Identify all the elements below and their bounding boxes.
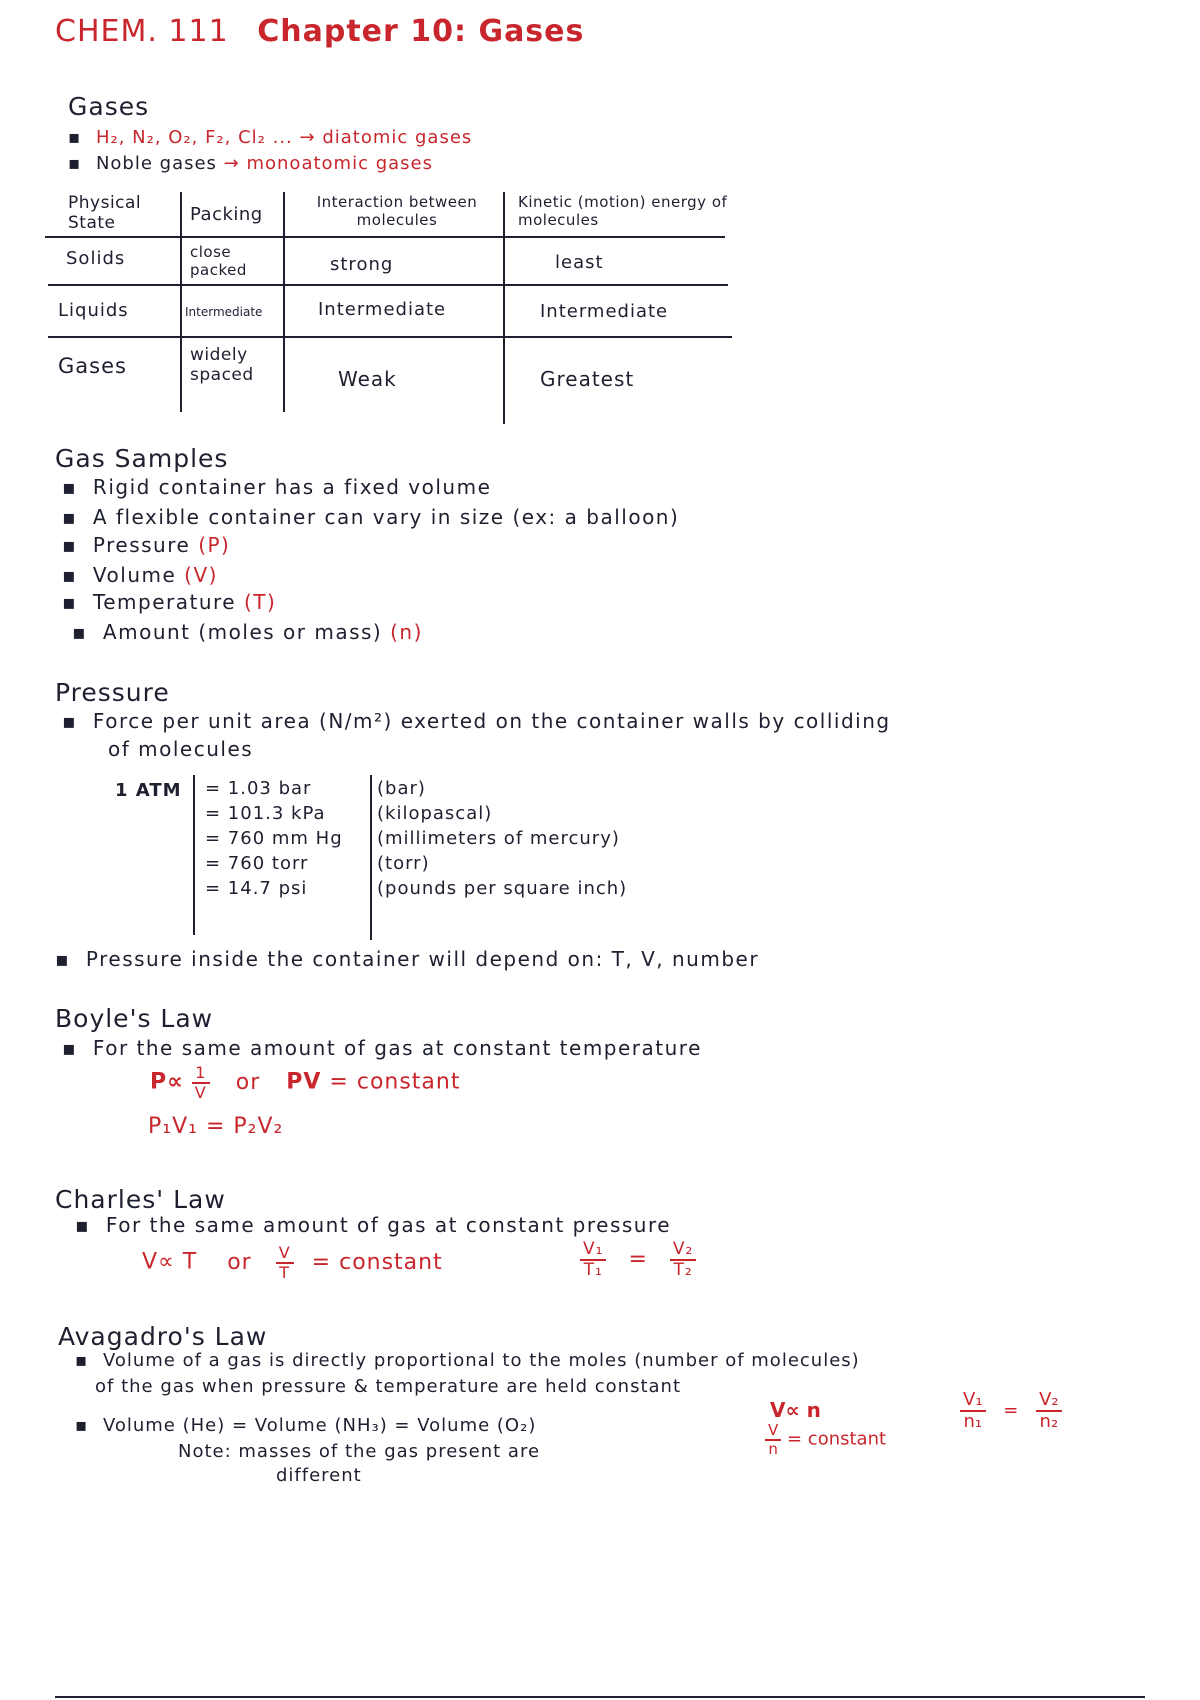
avogadro-note-line1: Note: masses of the gas present are [178,1441,541,1462]
boyle-prop-lhs: P∝ [150,1069,184,1095]
gases-heading: Gases [68,92,150,121]
table-rule-row2 [48,336,732,338]
avogadro-bullet-2-text: Volume (He) = Volume (NH₃) = Volume (O₂) [102,1415,537,1436]
conversion-unit: (kilopascal) [377,803,493,824]
atm-label: 1 ATM [115,780,182,801]
list-item-text: Volume [92,563,177,587]
table-header-packing: Packing [190,204,263,225]
charles-v1: V₁ [580,1240,606,1261]
table-cell-gases-kinetic: Greatest [540,367,635,391]
chapter-title: Chapter 10: Gases [257,14,585,49]
diatomic-label: → diatomic gases [299,127,473,148]
pressure-depend [55,947,759,971]
charles-bullet [75,1213,671,1237]
avogadro-bullet-1 [75,1350,860,1371]
charles-bullet-text: For the same amount of gas at constant pressure [105,1213,672,1237]
table-cell-solids-kinetic: least [555,252,604,273]
conversion-value: = 760 mm Hg [205,828,343,849]
list-item-text: A flexible container can vary in size (ex: a balloon) [92,505,680,529]
charles-v2: V₂ [670,1240,696,1261]
conversion-unit: (pounds per square inch) [377,878,628,899]
diatomic-formulas: H₂, N₂, O₂, F₂, Cl₂ ... [95,127,293,148]
table-cell-solids-packing: close packed [190,243,247,279]
charles-frac-den: T [279,1262,291,1282]
avogadro-bullet-1-text: Volume of a gas is directly proportional to the moles (number of molecules) [102,1350,860,1371]
pressure-definition-line2: of molecules [108,737,254,761]
pressure-definition-line1: Force per unit area (N/m²) exerted on the container walls by colliding [92,709,891,733]
atm-divider-1 [193,775,195,935]
boyle-or: or [235,1069,261,1095]
charles-relation [580,1240,696,1279]
charles-or: or [227,1249,252,1275]
pressure-depend-text: Pressure inside the container will depend on: T, V, number [85,947,760,971]
avogadro-note-line2: different [276,1465,362,1486]
list-item [62,475,491,499]
charles-proportionality [142,1244,443,1281]
gas-samples-heading: Gas Samples [55,444,229,473]
table-cell-solids: Solids [66,248,126,269]
conversion-unit: (millimeters of mercury) [377,828,620,849]
page-bottom-rule [55,1696,1145,1698]
charles-frac-right [670,1240,696,1279]
avogadro-frac-num: V [765,1422,781,1441]
symbol-temperature: (T) [243,590,277,614]
charles-equals: = [628,1246,648,1272]
boyle-inverse-fraction [192,1064,210,1101]
table-col-divider-1 [180,192,182,412]
table-cell-gases: Gases [58,354,127,378]
symbol-pressure: (P) [198,533,231,557]
table-col-divider-2 [283,192,285,412]
conversion-value: = 14.7 psi [205,878,308,899]
charles-prop: V∝ T [142,1249,198,1275]
table-cell-liquids: Liquids [58,300,129,321]
symbol-amount: (n) [390,620,423,644]
table-rule-row1 [48,284,728,286]
avogadro-frac-den: n [768,1439,778,1458]
avogadro-v2: V₂ [1036,1390,1062,1412]
boyle-pv: PV [286,1069,322,1095]
table-rule-header [45,236,725,238]
symbol-volume: (V) [184,563,218,587]
list-item-text: Pressure [92,533,191,557]
avogadro-heading: Avagadro's Law [58,1322,268,1351]
boyle-frac-den: V [194,1082,207,1102]
avogadro-fraction [765,1422,781,1457]
avogadro-bullet-2 [75,1415,536,1436]
list-item [62,505,679,529]
list-item [72,620,423,644]
list-item-text: Rigid container has a fixed volume [92,475,492,499]
pressure-heading: Pressure [55,678,170,707]
charles-constant: = constant [311,1249,443,1275]
charles-t1: T₁ [583,1259,603,1280]
avogadro-equals: = [1003,1399,1019,1421]
list-item [62,563,218,587]
page-title [55,14,584,49]
avogadro-bullet-1-line2: of the gas when pressure & temperature are held constant [95,1376,682,1397]
conversion-unit: (bar) [377,778,426,799]
table-col-divider-3 [503,192,505,424]
atm-divider-2 [370,775,372,940]
gases-bullet-diatomic [68,127,472,148]
monoatomic-label: → monoatomic gases [223,153,433,174]
boyle-heading: Boyle's Law [55,1004,214,1033]
table-cell-liquids-interaction: Intermediate [318,299,447,320]
conversion-unit: (torr) [377,853,430,874]
avogadro-prop: V∝ n [770,1398,821,1422]
avogadro-frac-left [960,1390,986,1432]
boyle-relation: P₁V₁ = P₂V₂ [148,1114,284,1139]
charles-fraction [276,1244,294,1281]
list-item-text: Amount (moles or mass) [102,620,383,644]
pressure-definition [62,709,891,733]
charles-frac-left [580,1240,606,1279]
table-cell-liquids-kinetic: Intermediate [540,301,669,322]
boyle-bullet-text: For the same amount of gas at constant temperature [92,1036,702,1060]
charles-heading: Charles' Law [55,1185,226,1214]
course-code: CHEM. 111 [55,14,229,49]
table-cell-gases-interaction: Weak [338,367,397,391]
avogadro-frac-right [1036,1390,1062,1432]
conversion-value: = 760 torr [205,853,309,874]
noble-gases-text: Noble gases [95,153,217,174]
boyle-frac-num: 1 [192,1064,210,1084]
gases-bullet-noble [68,153,433,174]
table-cell-gases-packing: widely spaced [190,345,254,385]
avogadro-n1: n₁ [963,1410,983,1432]
table-header-state: Physical State [68,193,142,233]
avogadro-constant: = constant [787,1428,887,1450]
avogadro-v1: V₁ [960,1390,986,1412]
list-item-text: Temperature [92,590,237,614]
table-cell-solids-interaction: strong [330,254,394,275]
avogadro-n2: n₂ [1039,1410,1059,1432]
charles-frac-num: V [276,1244,294,1264]
avogadro-relation [960,1390,1062,1432]
list-item [62,590,276,614]
charles-t2: T₂ [673,1259,693,1280]
list-item [62,533,230,557]
conversion-value: = 101.3 kPa [205,803,326,824]
boyle-constant: = constant [329,1069,461,1095]
table-header-interaction: Interaction between molecules [316,193,478,229]
table-header-kinetic: Kinetic (motion) energy of molecules [518,193,728,229]
conversion-value: = 1.03 bar [205,778,312,799]
boyle-proportionality [150,1064,461,1101]
avogadro-ratio [765,1422,886,1457]
table-cell-liquids-packing: Intermediate [185,305,263,319]
boyle-bullet [62,1036,702,1060]
